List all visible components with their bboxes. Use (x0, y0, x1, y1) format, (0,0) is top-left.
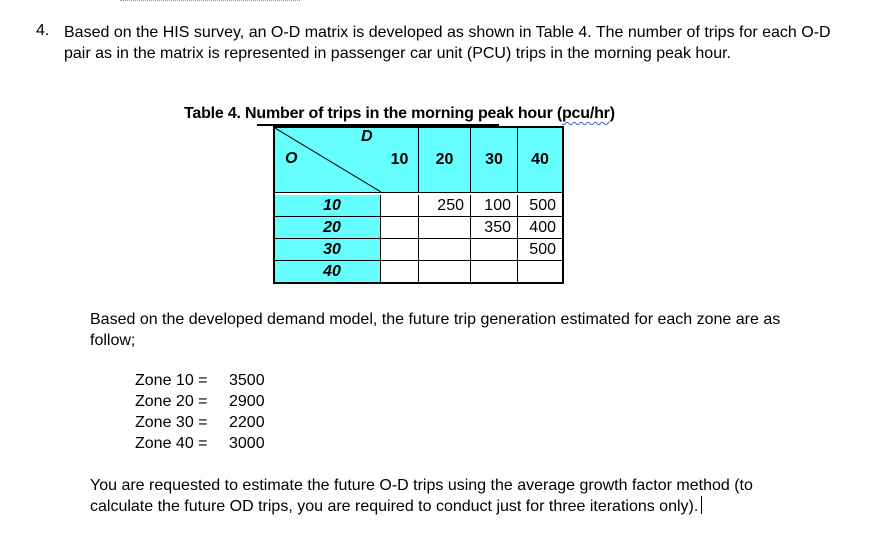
cell-20-40[interactable]: 400 (529, 219, 556, 236)
trip-values-grid (381, 195, 562, 282)
cell-30-40[interactable]: 500 (529, 241, 556, 258)
demand-model-paragraph[interactable]: Based on the developed demand model, the future trip generation estimated for each zone are as follow; (90, 311, 781, 349)
top-dotted-line (120, 0, 300, 4)
table-title (184, 105, 615, 123)
cell-20-30[interactable]: 350 (484, 219, 511, 236)
cell-30-10[interactable] (381, 239, 418, 260)
cell-30-30[interactable] (471, 239, 517, 260)
zone-name: Zone 20 = (135, 393, 208, 410)
table-title-unit: pcu/hr (561, 105, 610, 122)
zone-item (135, 370, 265, 391)
dest-header-20: 20 (435, 151, 454, 168)
cell-10-20[interactable]: 250 (437, 197, 464, 214)
origin-label-20: 20 (323, 219, 341, 236)
table-title-suffix: ) (609, 105, 615, 122)
zone-list (135, 370, 265, 454)
cell-40-20[interactable] (419, 261, 470, 282)
cell-10-40[interactable]: 500 (529, 197, 556, 214)
text-cursor (701, 496, 702, 514)
origin-label-40: 40 (323, 263, 341, 280)
cell-20-20[interactable] (419, 217, 470, 238)
zone-item (135, 412, 265, 433)
cell-40-30[interactable] (471, 261, 517, 282)
zone-name: Zone 10 = (135, 372, 208, 389)
instruction-paragraph[interactable] (90, 475, 770, 517)
cell-20-10[interactable] (381, 217, 418, 238)
origin-label-30: 30 (323, 241, 341, 258)
table-title-prefix: Table 4. Number of trips in the morning peak hour ( (184, 105, 562, 122)
cell-10-30[interactable]: 100 (484, 197, 511, 214)
zone-name: Zone 30 = (135, 414, 208, 431)
question-text[interactable]: Based on the HIS survey, an O-D matrix is developed as shown in Table 4. The number of trips for each O-D pair as in the matrix is represented in passenger car unit (PCU) trips in the morning peak hour. (64, 24, 831, 62)
zone-item (135, 433, 265, 454)
cell-40-10[interactable] (381, 261, 418, 282)
destination-header-row (381, 128, 562, 192)
zone-value: 3500 (229, 372, 265, 389)
dest-header-30: 30 (485, 151, 503, 168)
destination-label: D (361, 128, 373, 145)
od-matrix-table (273, 126, 564, 284)
cell-40-40[interactable] (518, 261, 562, 282)
header-divider-top (275, 192, 562, 193)
zone-name: Zone 40 = (135, 435, 208, 452)
origin-label: O (285, 150, 298, 167)
dest-header-10: 10 (390, 151, 409, 168)
cell-30-20[interactable] (419, 239, 470, 260)
dest-header-40: 40 (531, 151, 549, 168)
question-number: 4. (36, 22, 50, 39)
zone-value: 3000 (229, 435, 265, 452)
zone-value: 2200 (229, 414, 265, 431)
cell-10-10[interactable] (381, 195, 418, 216)
corner-cell (275, 128, 382, 192)
zone-item (135, 391, 265, 412)
zone-value: 2900 (229, 393, 265, 410)
instruction-text: You are requested to estimate the future O-D trips using the average growth factor method (to calculate the future OD trips, you are required to conduct just for three iterations only). (90, 477, 753, 515)
origin-label-10: 10 (323, 197, 341, 214)
